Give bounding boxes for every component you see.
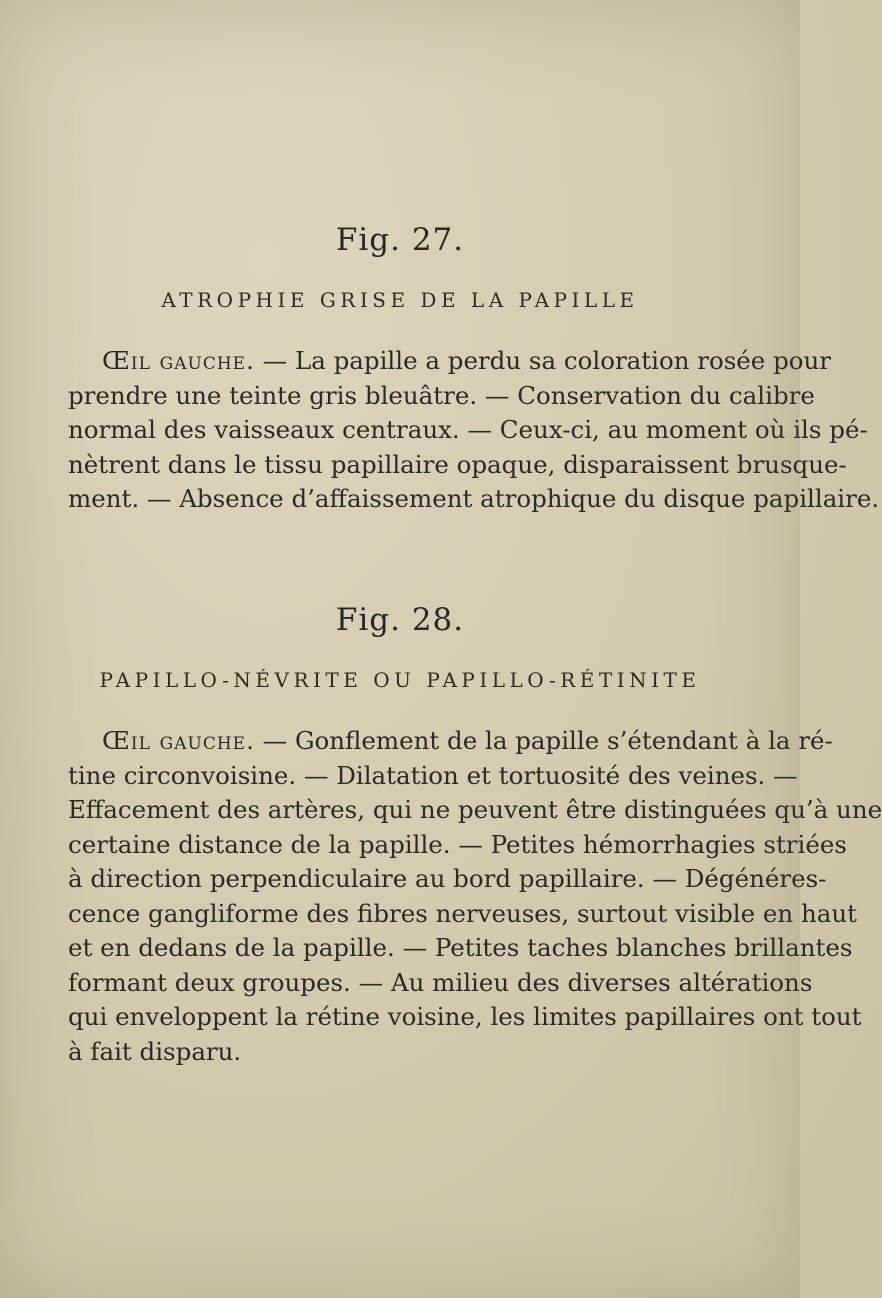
figure-27-title: ATROPHIE GRISE DE LA PAPILLE	[161, 288, 639, 312]
caption-line: certaine distance de la papille. — Petites hémorrhagies striées	[68, 829, 847, 859]
caption-line: nètrent dans le tissu papillaire opaque, disparaissent brusque-	[68, 449, 847, 479]
caption-line: à direction perpendiculaire au bord papillaire. — Dégénéres-	[68, 864, 827, 893]
caption-line: tine circonvoisine. — Dilatation et tortuosité des veines. —	[68, 760, 798, 790]
caption-line-text: — La papille a perdu sa coloration rosée pour	[254, 346, 832, 375]
caption-line: ment. — Absence d’affaissement atrophique du disque papillaire.	[68, 484, 880, 513]
figure-27-caption	[68, 344, 880, 517]
figure-28-title: PAPILLO-NÉVRITE OU PAPILLO-RÉTINITE	[99, 668, 701, 692]
figure-28-label: Fig. 28.	[335, 602, 465, 638]
caption-line: et en dedans de la papille. — Petites taches blanches brillantes	[68, 933, 853, 962]
caption-line	[68, 344, 832, 379]
caption-line: prendre une teinte gris bleuâtre. — Conservation du calibre	[68, 380, 815, 410]
caption-line: cence gangliforme des fibres nerveuses, surtout visible en haut	[68, 898, 857, 928]
figure-28-caption	[68, 724, 882, 1069]
caption-line: Effacement des artères, qui ne peuvent être distinguées qu’à une	[68, 795, 882, 824]
caption-line	[68, 724, 833, 759]
figure-27-label: Fig. 27.	[335, 222, 465, 258]
caption-lead: Œil gauche.	[102, 726, 255, 755]
caption-line: normal des vaisseaux centraux. — Ceux-ci, au moment où ils pé-	[68, 415, 868, 444]
caption-lead: Œil gauche.	[102, 346, 255, 375]
caption-line-text: — Gonflement de la papille s’étendant à la ré-	[254, 726, 833, 755]
caption-line: à fait disparu.	[68, 1036, 242, 1066]
caption-line: formant deux groupes. — Au milieu des diverses altérations	[68, 967, 813, 997]
caption-line: qui enveloppent la rétine voisine, les limites papillaires ont tout	[68, 1002, 862, 1031]
